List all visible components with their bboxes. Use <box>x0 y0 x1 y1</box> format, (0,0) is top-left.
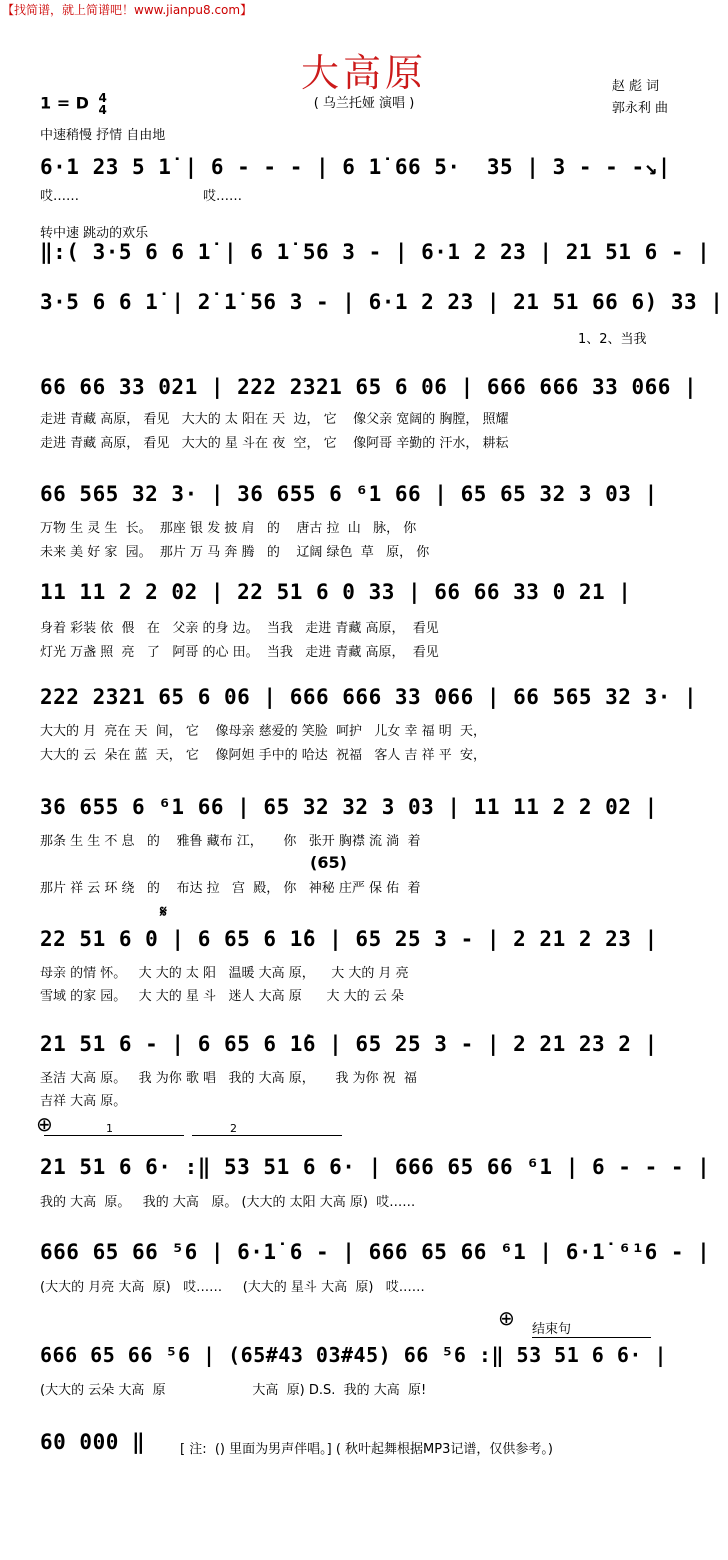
notation: 22 51 6 0 | 6 65 6 1̇6 | 65 25 3 - | 2 21 2 23 | <box>40 927 658 951</box>
notation: 222 2321 65 6 06 | 666 666 33 066 | 66 565 32 3· | <box>40 685 698 709</box>
first-ending <box>44 1122 184 1142</box>
second-ending <box>192 1122 342 1142</box>
notation: ‖:( 3·5 6 6 1̇ | 6 1̇ 56 3 - | 6·1 2 23 | 21 51 6 - | <box>40 240 711 264</box>
lyric-line: 走进 青藏 高原， 看见 大大的 星 斗在 夜 空， 它 像阿哥 辛勤的 汗水， 耕耘 <box>40 436 509 451</box>
notation: 66 66 33 021 | 222 2321 65 6 06 | 666 666 33 066 | <box>40 375 698 399</box>
lyric-line: 圣洁 大高 原。 我 为你 歌 唱 我的 大高 原， 我 为你 祝 福 <box>40 1071 417 1086</box>
lyric-line: 灯光 万盏 照 亮 了 阿哥 的心 田。 当我 走进 青藏 高原， 看见 <box>40 645 439 660</box>
lyricist-credit: 赵 彪 词 <box>611 79 660 94</box>
lyric-line: 我的 大高 原。 我的 大高 原。 (大大的 太阳 大高 原) 哎…… <box>40 1195 416 1210</box>
coda-icon: ⊕ <box>36 1112 53 1136</box>
site-banner: 【找简谱，就上简谱吧！www.jianpu8.com】 <box>2 3 253 17</box>
lyric-line: 身着 彩装 依 偎 在 父亲 的身 边。 当我 走进 青藏 高原， 看见 <box>40 621 439 636</box>
notation: 66 565 32 3· | 36 655 6 ⁶1 66 | 65 65 32 3 03 | <box>40 482 658 506</box>
lyric-line: 雪域 的家 园。 大 大的 星 斗 迷人 大高 原 大 大的 云 朵 <box>40 989 404 1004</box>
time-bottom: 4 <box>98 103 107 117</box>
time-signature <box>99 92 107 116</box>
ending-number: 1 <box>106 1122 113 1135</box>
paren-notes: (65) <box>310 853 347 872</box>
lyric-line: 那片 祥 云 环 绕 的 布达 拉 宫 殿， 你 神秘 庄严 保 佑 着 <box>40 881 421 896</box>
time-top: 4 <box>98 91 107 105</box>
notation: 6·1 23 5 1̇ | 6 - - - | 6 1̇ 66 5· 35 | 3 - - -↘| <box>40 155 671 179</box>
lyric-line: 万物 生 灵 生 长。 那座 银 发 披 肩 的 唐古 拉 山 脉， 你 <box>40 521 417 536</box>
notation: 11 11 2 2 02 | 22 51 6 0 33 | 66 66 33 0 21 | <box>40 580 632 604</box>
lyric-line: 大大的 月 亮在 天 间， 它 像母亲 慈爱的 笑脸 呵护 儿女 幸 福 明 天， <box>40 724 487 739</box>
lyric-line: 母亲 的情 怀。 大 大的 太 阳 温暖 大高 原， 大 大的 月 亮 <box>40 966 409 981</box>
footer-note: [ 注: () 里面为男声伴唱。] ( 秋叶起舞根据MP3记谱，仅供参考。) <box>180 1442 553 1457</box>
key-signature <box>40 92 107 116</box>
end-phrase-label: 结束句 <box>532 1318 651 1338</box>
tempo-change: 转中速 跳动的欢乐 <box>40 226 149 241</box>
notation: 3·5 6 6 1̇ | 2̇ 1̇ 56 3 - | 6·1 2 23 | 21 51 66 6) 33 | <box>40 290 724 314</box>
song-title: 大高原 <box>300 51 427 95</box>
notation: 666 65 66 ⁵6 | 6·1̇ 6 - | 666 65 66 ⁶1 | 6·1̇ ⁶¹6 - | <box>40 1240 711 1264</box>
lyric-line: (大大的 月亮 大高 原) 哎…… (大大的 星斗 大高 原) 哎…… <box>40 1280 425 1295</box>
lyric-line: (大大的 云朵 大高 原 大高 原) D.S. 我的 大高 原! <box>40 1383 427 1398</box>
tempo-marking: 中速稍慢 抒情 自由地 <box>40 128 166 143</box>
notation: 666 65 66 ⁵6 | (65#43 03#45) 66 ⁵6 :‖ 53 51 6 6· | <box>40 1343 668 1367</box>
key-label: 1 = D <box>40 93 89 113</box>
lyric-line: 未来 美 好 家 园。 那片 万 马 奔 腾 的 辽阔 绿色 草 原， 你 <box>40 545 430 560</box>
lyric-line: 大大的 云 朵在 蓝 天， 它 像阿妲 手中的 哈达 祝福 客人 吉 祥 平 安， <box>40 748 487 763</box>
notation: 21 51 6 - | 6 65 6 1̇6 | 65 25 3 - | 2 21 23 2 | <box>40 1032 658 1056</box>
notation: 21 51 6 6· :‖ 53 51 6 6· | 666 65 66 ⁶1 | 6 - - - | <box>40 1155 711 1179</box>
coda-icon: ⊕ <box>498 1306 515 1330</box>
notation: 60 000 ‖ <box>40 1430 146 1454</box>
notation: 36 655 6 ⁶1 66 | 65 32 32 3 03 | 11 11 2 2 02 | <box>40 795 658 819</box>
performer-line: ( 乌兰托娅 演唱 ) <box>313 96 415 111</box>
lyric-line: 吉祥 大高 原。 <box>40 1094 127 1109</box>
segno-icon: 𝄋 <box>160 902 167 921</box>
lyric-line: 哎…… 哎…… <box>40 189 242 204</box>
verse-marker: 1、2、当我 <box>578 332 647 347</box>
ending-number: 2 <box>230 1122 237 1135</box>
composer-credit: 郭永利 曲 <box>611 101 668 116</box>
lyric-line: 走进 青藏 高原， 看见 大大的 太 阳在 天 边， 它 像父亲 宽阔的 胸膛， 照耀 <box>40 412 509 427</box>
lyric-line: 那条 生 生 不 息 的 雅鲁 藏布 江， 你 张开 胸襟 流 淌 着 <box>40 834 421 849</box>
credits <box>612 76 668 120</box>
